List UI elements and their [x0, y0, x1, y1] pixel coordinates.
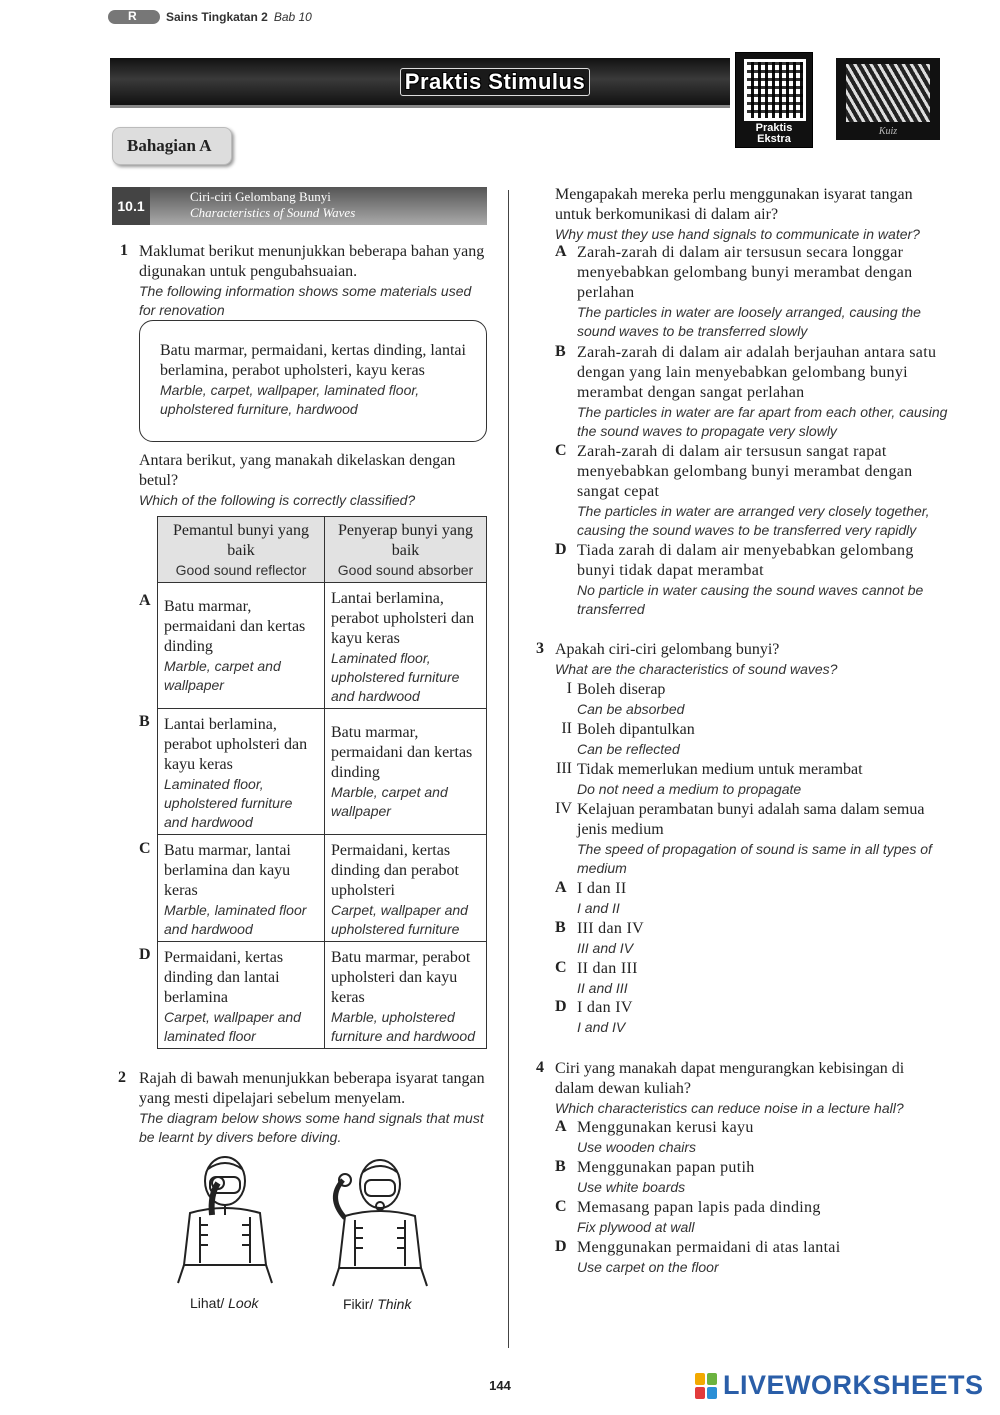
option-letter-d[interactable]: D [139, 946, 151, 963]
option-c[interactable]: C II dan III II and III [555, 959, 638, 996]
question-number: 4 [536, 1059, 544, 1076]
running-header [108, 10, 312, 24]
option-a[interactable]: A Menggunakan kerusi kayu Use wooden chairs [555, 1118, 754, 1155]
question-1-ask: Antara berikut, yang manakah dikelaskan dengan betul? Which of the following is correctly classified? [139, 452, 456, 508]
option-a[interactable]: A Zarah-zarah di dalam air tersusun secara longgar menyebabkan gelombang bunyi merambat dengan perlahan The particles in water are loosely arranged, causing the sound waves to be transferred slowly [555, 243, 921, 339]
question-1-stem: Maklumat berikut menunjukkan beberapa bahan yang digunakan untuk pengubahsuaian. The following information shows some materials used for renovation [139, 243, 485, 318]
option-b[interactable]: B Menggunakan papan putih Use white boards [555, 1158, 755, 1195]
subtopic-title-ms: Ciri-ciri Gelombang Bunyi [190, 189, 331, 204]
table-row: Permaidani, kertas dinding dan lantai berlamina Carpet, wallpaper and laminated floor Batu marmar, perabot upholsteri dan kayu keras Marble, upholstered furniture and hardwood [158, 942, 487, 1049]
qr-code-icon [744, 59, 806, 121]
table-row: Batu marmar, permaidani dan kertas dinding Marble, carpet and wallpaper Lantai berlamina, perabot upholsteri dan kayu keras Laminated floor, upholstered furniture and hardwood [158, 583, 487, 709]
option-c[interactable]: C Zarah-zarah di dalam air tersusun sangat rapat menyebabkan gelombang bunyi merambat dengan sangat cepat The particles in water are arranged very closely together, causing the sound waves to be transferred very rapidly [555, 442, 930, 538]
option-b[interactable]: B III dan IV III and IV [555, 919, 644, 956]
qr-code-kuiz[interactable]: Kuiz [836, 58, 940, 140]
table-row: Lantai berlamina, perabot upholsteri dan kayu keras Laminated floor, upholstered furniture and hardwood Batu marmar, permaidani dan kertas dinding Marble, carpet and wallpaper [158, 709, 487, 835]
option-letter-b[interactable]: B [139, 713, 150, 730]
section-label: Bahagian A [112, 127, 232, 165]
brand-name: LIVEWORKSHEETS [723, 1370, 984, 1400]
question-number: 2 [118, 1069, 126, 1086]
subtopic-number: 10.1 [112, 187, 150, 225]
option-b[interactable]: B Zarah-zarah di dalam air adalah berjauhan antara satu dengan yang lain menyebabkan gelombang bunyi merambat dengan sangat perlahan The particles in water are far apart from each other, causing the sound waves to propagate very slowly [555, 343, 948, 439]
liveworksheets-logo[interactable] [695, 1370, 984, 1401]
question-4-stem: Ciri yang manakah dapat mengurangkan kebisingan di dalam dewan kuliah? Which characteristics can reduce noise in a lecture hall? [555, 1060, 905, 1116]
banner-title: Praktis Stimulus [360, 68, 630, 96]
subtopic-title-en: Characteristics of Sound Waves [190, 205, 356, 220]
classification-table [157, 516, 487, 1049]
page-number: 144 [489, 1378, 511, 1393]
question-3-stem: Apakah ciri-ciri gelombang bunyi? What are the characteristics of sound waves? [555, 641, 838, 677]
qr-code-praktis-ekstra[interactable]: Praktis Ekstra [735, 52, 813, 148]
table-header-reflector: Pemantul bunyi yang baik Good sound reflector [158, 517, 325, 583]
qr-code-icon [846, 64, 930, 122]
figure-caption-think: Fikir/ Think [343, 1296, 412, 1312]
statement-i: I Boleh diserap Can be absorbed [566, 680, 685, 717]
option-d[interactable]: D I dan IV I and IV [555, 998, 633, 1035]
option-letter-c[interactable]: C [139, 840, 151, 857]
chapter-label: Bab 10 [273, 10, 312, 24]
question-2-stem: Rajah di bawah menunjukkan beberapa isyarat tangan yang mesti dipelajari sebelum menyelam. The diagram below shows some hand signals that must be learnt by divers before diving. [139, 1070, 485, 1145]
liveworksheets-icon [695, 1373, 717, 1399]
statement-iv: IV Kelajuan perambatan bunyi adalah sama dalam semua jenis medium The speed of propagation of sound is same in all types of medium [555, 800, 932, 876]
diver-think-illustration [305, 1158, 435, 1288]
question-number: 3 [536, 640, 544, 657]
figure-caption-look: Lihat/ Look [190, 1295, 259, 1311]
info-box: Batu marmar, permaidani, kertas dinding, lantai berlamina, perabot upholsteri, kayu keras Marble, carpet, wallpaper, laminated floor, upholstered furniture, hardwood [139, 320, 487, 442]
option-d[interactable]: D Tiada zarah di dalam air menyebabkan gelombang bunyi tidak dapat merambat No particle in water causing the sound waves cannot be transferred [555, 541, 924, 617]
column-divider [508, 190, 509, 1348]
table-row: Batu marmar, lantai berlamina dan kayu keras Marble, laminated floor and hardwood Permaidani, kertas dinding dan perabot upholsteri Carpet, wallpaper and upholstered furniture [158, 835, 487, 942]
table-header-absorber: Penyerap bunyi yang baik Good sound absorber [325, 517, 487, 583]
subtopic-header [112, 187, 487, 225]
option-c[interactable]: C Memasang papan lapis pada dinding Fix plywood at wall [555, 1198, 821, 1235]
publisher-logo [108, 10, 160, 24]
statement-ii: II Boleh dipantulkan Can be reflected [561, 720, 695, 757]
diver-look-illustration [170, 1155, 280, 1285]
question-number: 1 [120, 242, 128, 259]
option-letter-a[interactable]: A [139, 592, 151, 609]
running-title: Sains Tingkatan 2 [166, 10, 268, 24]
option-d[interactable]: D Menggunakan permaidani di atas lantai Use carpet on the floor [555, 1238, 841, 1275]
statement-iii: III Tidak memerlukan medium untuk merambat Do not need a medium to propagate [556, 760, 863, 797]
option-a[interactable]: A I dan II I and II [555, 879, 627, 916]
question-2-ask: Mengapakah mereka perlu menggunakan isyarat tangan untuk berkomunikasi di dalam air? Why must they use hand signals to communicate in water? [555, 186, 920, 242]
